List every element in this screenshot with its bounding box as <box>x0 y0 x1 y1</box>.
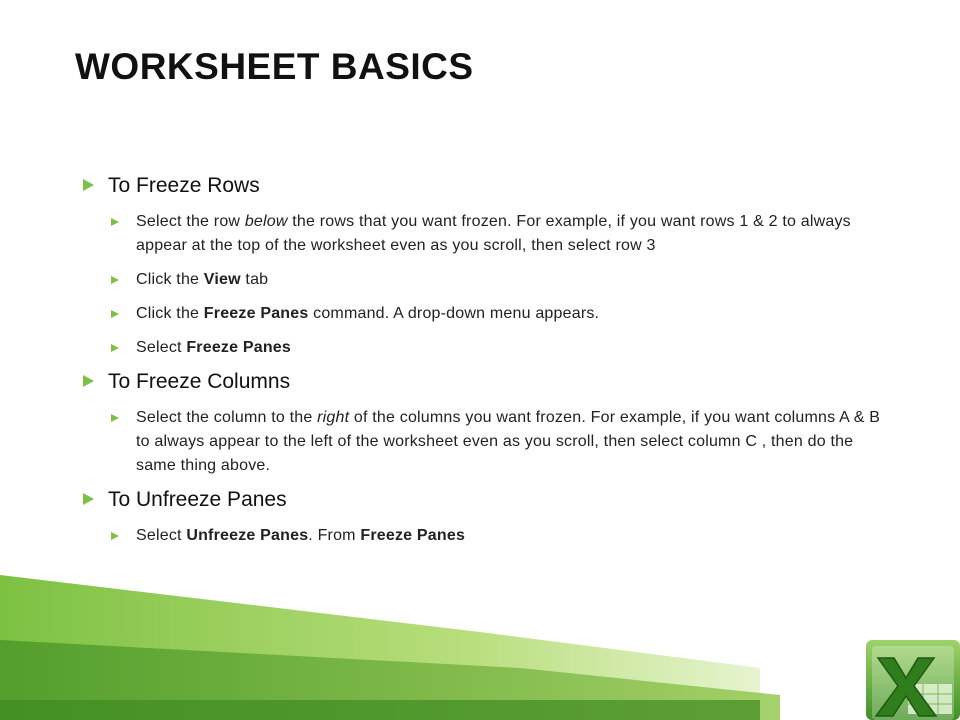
bullet-arrow-icon <box>111 532 119 540</box>
bullet-text: Select the row <box>136 213 245 230</box>
bullet-content <box>83 174 883 558</box>
excel-logo-icon <box>866 640 960 720</box>
bullet-text: Click the <box>136 271 204 288</box>
bullet-text: Select the column to the <box>136 409 318 426</box>
section-heading-text: To Freeze Rows <box>108 174 260 197</box>
bullet-text: tab <box>240 271 269 288</box>
bullet-text: command. A drop-down menu appears. <box>308 305 600 322</box>
bullet-text: of the columns you want frozen. For example, if you want columns A & B to always appear to the left of the worksheet even as you scroll, then select column C , then do the same thing above. <box>136 409 881 474</box>
bullet-item <box>111 268 883 292</box>
bullet-text: Select <box>136 339 187 356</box>
bullet-text: . From <box>308 527 361 544</box>
emphasis-text: right <box>317 409 350 426</box>
bold-text: Freeze Panes <box>360 527 466 544</box>
bullet-item <box>111 336 883 360</box>
section-heading-text: To Freeze Columns <box>108 370 291 393</box>
bullet-item <box>111 210 883 258</box>
bullet-item <box>111 302 883 326</box>
bullet-item <box>111 524 883 548</box>
page-title: WORKSHEET BASICS <box>75 46 474 87</box>
bullet-text: the rows that you want frozen. For example, if you want rows 1 & 2 to always appear at the top of the worksheet even as you scroll, then select row 3 <box>136 213 851 254</box>
bold-text: Freeze Panes <box>186 339 292 356</box>
bold-text: Freeze Panes <box>203 305 309 322</box>
bullet-arrow-icon <box>83 179 94 191</box>
bold-text: Unfreeze Panes <box>186 527 309 544</box>
bold-text: View <box>203 271 241 288</box>
bullet-arrow-icon <box>111 310 119 318</box>
section-heading-freeze-rows <box>83 174 883 198</box>
bullet-arrow-icon <box>83 493 94 505</box>
bullet-arrow-icon <box>111 414 119 422</box>
bullet-arrow-icon <box>111 276 119 284</box>
bullet-arrow-icon <box>83 375 94 387</box>
bullet-text: Click the <box>136 305 204 322</box>
section-heading-freeze-columns <box>83 370 883 394</box>
bullet-arrow-icon <box>111 344 119 352</box>
bullet-text: Select <box>136 527 187 544</box>
bullet-arrow-icon <box>111 218 119 226</box>
emphasis-text: below <box>244 213 288 230</box>
bullet-item <box>111 406 883 478</box>
section-heading-text: To Unfreeze Panes <box>108 488 287 511</box>
section-heading-unfreeze-panes <box>83 488 883 512</box>
